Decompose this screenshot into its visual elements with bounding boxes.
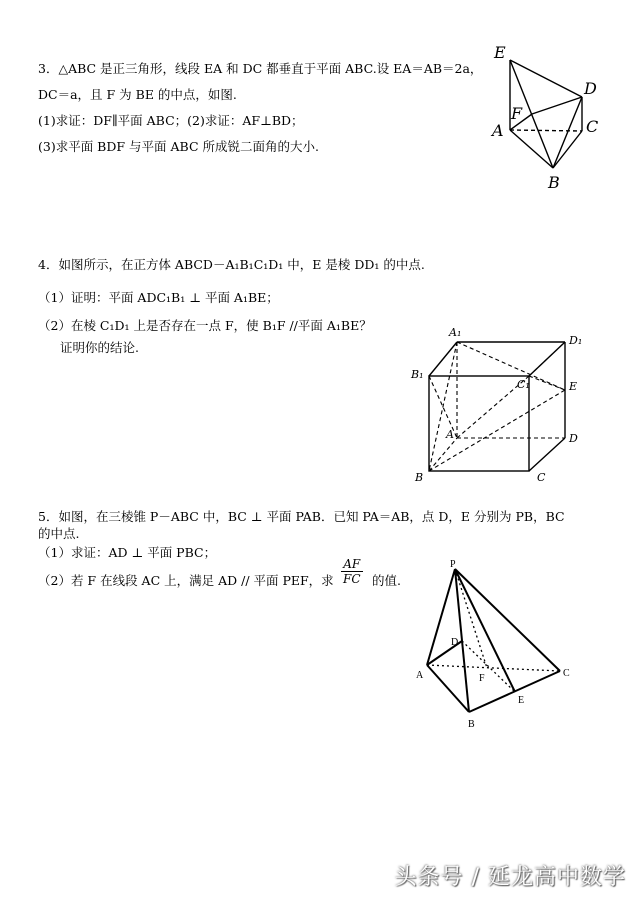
p4-label-D1: D₁	[569, 334, 583, 347]
problem-3-line-2: DC＝a，且 F 为 BE 的中点，如图.	[38, 87, 237, 102]
p5-label-D: D	[451, 637, 459, 648]
p4-label-C: C	[537, 471, 546, 484]
p4-label-A1: A₁	[449, 326, 462, 339]
fraction-af-fc	[341, 557, 363, 586]
problem-3-line-4: (3)求平面 BDF 与平面 ABC 所成锐二面角的大小.	[38, 139, 319, 154]
p5-label-C: C	[563, 668, 570, 679]
p4-label-B1: B₁	[411, 368, 424, 381]
problem-4-line-1: 4．如图所示，在正方体 ABCD－A₁B₁C₁D₁ 中，E 是棱 DD₁ 的中点.	[38, 257, 425, 272]
problem-5-line-3: （1）求证：AD ⊥ 平面 PBC；	[38, 545, 217, 560]
p3-label-B: B	[548, 173, 560, 192]
p3-label-D: D	[584, 79, 597, 98]
problem-3-line-3: (1)求证：DF∥平面 ABC；(2)求证：AF⊥BD；	[38, 113, 304, 128]
p4-label-C1: C₁	[517, 378, 530, 391]
p5-label-A: A	[416, 670, 424, 681]
problem-4-figure	[405, 320, 595, 490]
problem-5-line-4a: （2）若 F 在线段 AC 上，满足 AD // 平面 PEF，求	[38, 573, 334, 588]
problem-4-line-4: 证明你的结论.	[60, 340, 139, 355]
p4-label-B: B	[415, 471, 424, 484]
p4-label-D: D	[569, 432, 578, 445]
p5-label-P: P	[450, 559, 456, 570]
p3-label-A: A	[492, 121, 504, 140]
p5-label-F: F	[479, 673, 485, 684]
problem-5-line-4b: 的值.	[372, 573, 401, 588]
p3-label-C: C	[586, 117, 599, 136]
fraction-denominator: FC	[343, 572, 361, 586]
p4-label-E: E	[569, 380, 578, 393]
problem-5-line-1: 5．如图，在三棱锥 P－ABC 中，BC ⊥ 平面 PAB．已知 PA＝AB，点 D，E 分别为 PB，BC	[38, 509, 565, 524]
problem-3-figure	[480, 40, 620, 200]
watermark: 头条号 / 延龙高中数学	[394, 865, 626, 890]
problem-3-line-1: 3．△ABC 是正三角形，线段 EA 和 DC 都垂直于平面 ABC.设 EA＝AB＝2a，	[38, 61, 483, 76]
problem-4-line-2: （1）证明：平面 ADC₁B₁ ⊥ 平面 A₁BE；	[38, 290, 279, 305]
p5-label-E: E	[518, 695, 525, 706]
problem-5-line-2: 的中点.	[38, 526, 80, 541]
problem-4-line-3: （2）在棱 C₁D₁ 上是否存在一点 F，使 B₁F //平面 A₁BE？	[38, 318, 372, 333]
p4-label-A: A	[446, 428, 454, 441]
p3-label-F: F	[511, 104, 523, 123]
problem-5-figure	[405, 555, 585, 735]
fraction-numerator: AF	[341, 557, 363, 572]
p3-label-E: E	[494, 43, 506, 62]
p5-label-B: B	[468, 719, 475, 730]
